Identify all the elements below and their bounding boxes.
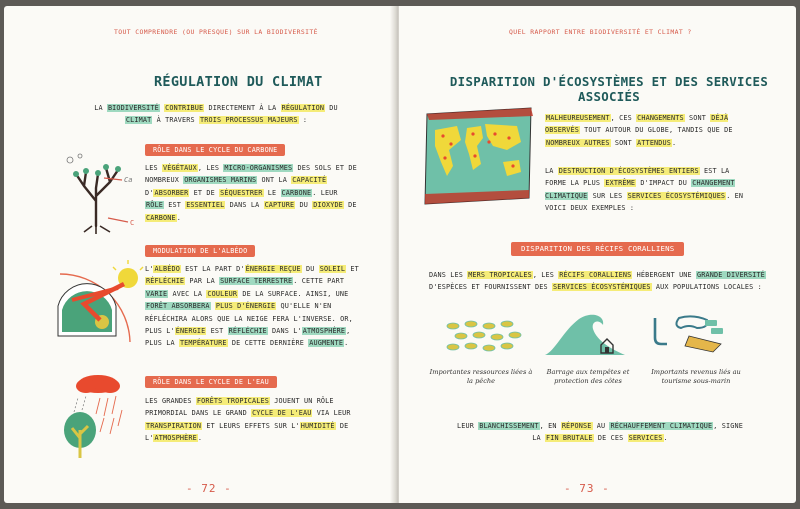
- section-pill-coral: DISPARITION DES RÉCIFS CORALLIENS: [511, 242, 684, 256]
- intro-paragraph-right: [545, 112, 745, 149]
- highlighted-term: FORÊTS TROPICALES: [196, 397, 270, 405]
- text-run: ET LEURS EFFETS SUR L': [202, 421, 300, 430]
- page-title-right: DISPARITION D'ÉCOSYSTÈMES ET DES SERVICES ASSOCIÉS: [449, 74, 769, 104]
- text-run: , EN: [539, 422, 561, 430]
- text-run: ONT LA: [257, 176, 292, 185]
- page-number-right: - 73 -: [564, 482, 610, 495]
- text-run: DE LA SURFACE. AINSI, UNE: [238, 289, 349, 298]
- highlighted-term: AUGMENTE: [309, 339, 344, 348]
- highlighted-term: RÉCHAUFFEMENT CLIMATIQUE: [610, 422, 713, 430]
- highlighted-term: SURFACE TERRESTRE: [220, 277, 293, 286]
- highlighted-term: PLUS D'ÉNERGIE: [215, 302, 276, 311]
- highlighted-term: MICRO-ORGANISMES: [224, 164, 293, 172]
- text-run: LE: [263, 188, 281, 197]
- highlighted-term: SERVICES ÉCOSYSTÉMIQUES: [553, 283, 651, 292]
- highlighted-term: FORÊT ABSORBERA: [146, 302, 210, 311]
- highlighted-term: ÉNERGIE REÇUE: [245, 265, 301, 273]
- highlighted-term: FIN BRUTALE: [545, 434, 593, 443]
- text-run: EST: [206, 327, 228, 336]
- text-run: . EN VOICI DEUX EXEMPLES :: [545, 191, 744, 213]
- text-run: DES SOLS ET DE NOMBREUX: [145, 164, 357, 185]
- text-run: LES GRANDES: [145, 397, 196, 405]
- text-run: EST: [163, 201, 186, 210]
- conclusion-paragraph: [455, 420, 745, 445]
- highlighted-term: SOLEIL: [319, 265, 346, 273]
- text-run: DANS L': [267, 327, 302, 336]
- highlighted-term: RÉCIFS CORALLIENS: [559, 271, 632, 279]
- text-run: ET: [346, 265, 359, 273]
- text-run: ET DE: [189, 188, 220, 197]
- text-run: DE CETTE DERNIÈRE: [227, 339, 309, 348]
- text-run: DANS LA: [225, 201, 264, 210]
- text-run: JOUENT UN RÔLE PRIMORDIAL DANS LE GRAND: [145, 397, 334, 418]
- right-page: [399, 6, 796, 503]
- highlighted-term: CYCLE DE L'EAU: [252, 409, 312, 418]
- text-run: D': [145, 188, 154, 197]
- left-page: [4, 6, 396, 503]
- highlighted-term: TROIS PROCESSUS MAJEURS: [200, 116, 298, 125]
- caption-tourism: Importants revenus liés au tourisme sous-marin: [651, 368, 741, 385]
- carbon-label: C: [130, 219, 135, 227]
- text-run: AVEC LA: [168, 289, 207, 298]
- highlighted-term: TEMPÉRATURE: [179, 339, 227, 348]
- text-run: LEUR: [456, 422, 479, 430]
- highlighted-term: SÉQUESTRER: [220, 188, 263, 197]
- highlighted-term: RÉPONSE: [561, 422, 592, 430]
- highlighted-term: RÉGULATION: [281, 104, 325, 112]
- world-map-illustration: [423, 106, 535, 206]
- text-run: D'IMPACT DU: [636, 179, 692, 188]
- text-run: , LES: [197, 164, 224, 172]
- text-run: VIA LEUR: [312, 409, 351, 418]
- highlighted-term: MERS TROPICALES: [468, 271, 532, 279]
- highlighted-term: ATMOSPHÈRE: [302, 327, 346, 336]
- text-run: .: [672, 138, 677, 147]
- text-run: SUR LES: [588, 191, 627, 200]
- text-run: .: [663, 434, 668, 443]
- text-run: . CETTE PART: [293, 277, 345, 286]
- highlighted-term: ESSENTIEL: [186, 201, 225, 210]
- caption-fishing: Importantes ressources liées à la pêche: [429, 368, 533, 385]
- text-run: LA: [545, 167, 558, 175]
- destruction-paragraph: [545, 165, 753, 215]
- highlighted-term: ATMOSPHÈRE: [154, 434, 197, 443]
- highlighted-term: HUMIDITÉ: [300, 421, 335, 430]
- text-run: LES: [145, 164, 162, 172]
- text-run: DU: [295, 201, 313, 210]
- text-run: EST LA PART D': [180, 265, 245, 273]
- text-run: DANS LES: [429, 271, 468, 279]
- coral-paragraph: [429, 269, 775, 294]
- highlighted-term: CHANGEMENTS: [637, 114, 684, 122]
- highlighted-term: VÉGÉTAUX: [162, 164, 197, 172]
- caption-storm: Barrage aux tempêtes et protection des côtes: [546, 368, 630, 385]
- text-run: PAR LA: [185, 277, 220, 286]
- highlighted-term: CAPTURE: [264, 201, 295, 210]
- text-run: .: [197, 434, 203, 443]
- section-pill-carbon: RÔLE DANS LE CYCLE DU CARBONE: [145, 144, 285, 156]
- highlighted-term: CHANGEMENT CLIMATIQUE: [545, 179, 735, 200]
- text-run: AUX POPULATIONS LOCALES :: [651, 283, 762, 292]
- highlighted-term: DIOXYDE: [313, 201, 343, 210]
- text-run: , LES: [532, 271, 559, 279]
- snorkel-tourism-icon: [649, 314, 729, 356]
- section-pill-albedo: MODULATION DE L'ALBÉDO: [145, 245, 255, 257]
- text-run: LA: [94, 104, 107, 112]
- text-run: TOUT AUTOUR DU GLOBE, TANDIS QUE DE: [579, 126, 733, 135]
- text-run: , PLUS LA: [145, 327, 351, 348]
- co2-label: Ca: [124, 176, 133, 184]
- tree-carbon-illustration: [56, 146, 136, 231]
- highlighted-term: CLIMAT: [125, 116, 152, 125]
- running-head-right: QUEL RAPPORT ENTRE BIODIVERSITÉ ET CLIMAT ?: [509, 28, 692, 36]
- highlighted-term: MALHEUREUSEMENT: [546, 114, 610, 122]
- text-run: , CES: [610, 114, 637, 122]
- highlighted-term: ALBÉDO: [154, 265, 180, 273]
- highlighted-term: CONTRIBUE: [165, 104, 204, 112]
- text-run: DIRECTEMENT À LA: [204, 104, 281, 112]
- text-run: DE CES: [593, 434, 628, 443]
- text-run: DU: [301, 265, 319, 273]
- highlighted-term: RÔLE: [146, 201, 163, 210]
- highlighted-term: DÉJÀ OBSERVÉS: [545, 114, 729, 135]
- highlighted-term: CARBONE: [281, 188, 312, 197]
- fish-school-icon: [443, 318, 523, 354]
- text-run: AU: [592, 422, 610, 430]
- rain-tree-illustration: [60, 372, 130, 458]
- highlighted-term: BLANCHISSEMENT: [479, 422, 539, 430]
- text-run: L': [145, 265, 154, 273]
- highlighted-term: SERVICES ÉCOSYSTÉMIQUES: [627, 191, 726, 200]
- text-run: DE: [343, 201, 357, 210]
- highlighted-term: ABSORBER: [154, 188, 189, 197]
- text-run: .: [176, 213, 181, 222]
- highlighted-term: TRANSPIRATION: [146, 421, 202, 430]
- running-head-left: TOUT COMPRENDRE (OU PRESQUE) SUR LA BIODIVERSITÉ: [114, 28, 318, 36]
- highlighted-term: COULEUR: [207, 289, 238, 298]
- highlighted-term: ATTENDUS: [637, 138, 672, 147]
- section-text-water: [145, 395, 359, 445]
- highlighted-term: RÉFLÉCHIE: [146, 277, 185, 286]
- text-run: DU: [325, 104, 338, 112]
- page-title-left: RÉGULATION DU CLIMAT: [154, 74, 323, 90]
- highlighted-term: CARBONE: [146, 213, 176, 222]
- wave-storm-icon: [545, 311, 625, 357]
- text-run: DE L': [145, 421, 349, 443]
- section-text-carbon: [145, 162, 359, 224]
- text-run: SONT: [610, 138, 637, 147]
- intro-paragraph: [86, 102, 346, 127]
- text-run: . LEUR: [312, 188, 338, 197]
- text-run: , SIGNE LA: [532, 422, 743, 443]
- text-run: QU'ELLE N'EN RÉFLÉCHIRA ALORS QUE LA NEIGE FERA L'INVERSE. OR, PLUS L': [145, 302, 353, 336]
- text-run: À TRAVERS: [152, 116, 200, 125]
- text-run: HÉBERGENT UNE: [632, 271, 697, 279]
- highlighted-term: ORGANISMES MARINS: [184, 176, 257, 185]
- section-text-albedo: [145, 263, 359, 350]
- highlighted-term: DESTRUCTION D'ÉCOSYSTÈMES ENTIERS: [558, 167, 699, 175]
- albedo-sun-illustration: [58, 264, 140, 344]
- highlighted-term: CAPACITÉ: [292, 176, 327, 185]
- text-run: .: [344, 339, 349, 348]
- highlighted-term: SERVICES: [628, 434, 663, 443]
- highlighted-term: NOMBREUX AUTRES: [546, 138, 610, 147]
- highlighted-term: EXTRÊME: [605, 179, 636, 188]
- highlighted-term: RÉFLÉCHIE: [228, 327, 267, 336]
- highlighted-term: ÉNERGIE: [175, 327, 206, 336]
- text-run: D'ESPÈCES ET FOURNISSENT DES: [429, 283, 553, 292]
- section-pill-water: RÔLE DANS LE CYCLE DE L'EAU: [145, 376, 277, 388]
- page-number-left: - 72 -: [186, 482, 232, 495]
- highlighted-term: GRANDE DIVERSITÉ: [697, 271, 765, 279]
- highlighted-term: VARIE: [146, 289, 168, 298]
- text-run: EST LA FORME LA PLUS: [545, 167, 730, 188]
- text-run: SONT: [684, 114, 711, 122]
- highlighted-term: BIODIVERSITÉ: [107, 104, 159, 112]
- text-run: :: [298, 116, 308, 125]
